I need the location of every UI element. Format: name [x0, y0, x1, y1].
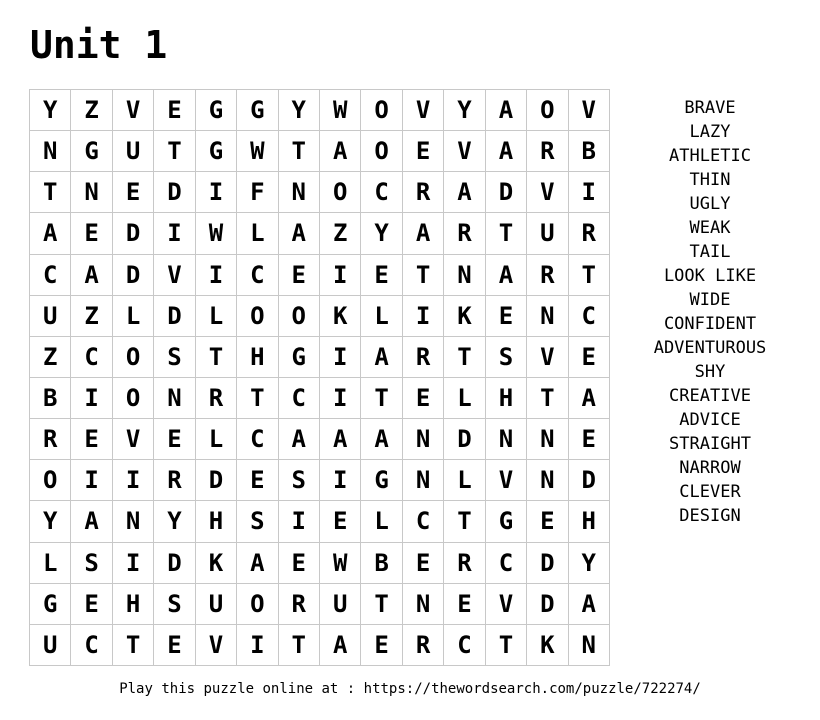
- grid-cell: Y: [361, 213, 402, 254]
- grid-cell: E: [279, 543, 320, 584]
- grid-cell: W: [196, 213, 237, 254]
- grid-cell: W: [320, 90, 361, 131]
- grid-cell: Y: [279, 90, 320, 131]
- grid-cell: R: [527, 131, 568, 172]
- word-list-item: CLEVER: [679, 482, 741, 502]
- grid-cell: N: [279, 172, 320, 213]
- grid-cell: N: [113, 501, 154, 542]
- grid-cell: R: [444, 543, 485, 584]
- word-list-item: STRAIGHT: [669, 434, 751, 454]
- grid-cell: T: [444, 501, 485, 542]
- word-list-item: CREATIVE: [669, 386, 751, 406]
- grid-cell: I: [569, 172, 610, 213]
- grid-cell: T: [486, 213, 527, 254]
- grid-cell: L: [444, 460, 485, 501]
- grid-cell: B: [569, 131, 610, 172]
- grid-cell: A: [361, 337, 402, 378]
- word-list-item: SHY: [694, 362, 726, 382]
- word-list-item: UGLY: [689, 194, 731, 214]
- footer-link-text: Play this puzzle online at : https://thewordsearch.com/puzzle/722274/: [119, 681, 701, 697]
- grid-cell: B: [361, 543, 402, 584]
- grid-cell: V: [113, 419, 154, 460]
- grid-cell: C: [71, 337, 112, 378]
- grid-cell: I: [71, 460, 112, 501]
- word-list-item: ADVICE: [679, 410, 741, 430]
- grid-cell: A: [279, 419, 320, 460]
- grid-cell: E: [403, 378, 444, 419]
- grid-cell: R: [527, 255, 568, 296]
- grid-cell: D: [113, 213, 154, 254]
- grid-cell: A: [486, 90, 527, 131]
- grid-cell: A: [444, 172, 485, 213]
- grid-cell: R: [196, 378, 237, 419]
- grid-cell: I: [279, 501, 320, 542]
- grid-cell: A: [71, 255, 112, 296]
- grid-cell: N: [444, 255, 485, 296]
- grid-cell: E: [154, 90, 195, 131]
- grid-cell: C: [237, 255, 278, 296]
- grid-cell: I: [320, 460, 361, 501]
- puzzle-title: Unit 1: [30, 23, 168, 67]
- grid-cell: E: [71, 419, 112, 460]
- grid-cell: Y: [569, 543, 610, 584]
- grid-cell: A: [71, 501, 112, 542]
- grid-cell: A: [320, 131, 361, 172]
- word-list-item: WEAK: [689, 218, 731, 238]
- grid-cell: I: [113, 460, 154, 501]
- grid-cell: R: [403, 337, 444, 378]
- grid-cell: K: [444, 296, 485, 337]
- grid-cell: L: [113, 296, 154, 337]
- grid-cell: L: [444, 378, 485, 419]
- grid-cell: Z: [71, 296, 112, 337]
- grid-cell: V: [527, 172, 568, 213]
- grid-cell: C: [403, 501, 444, 542]
- grid-cell: U: [30, 625, 71, 666]
- grid-cell: C: [444, 625, 485, 666]
- grid-cell: L: [196, 419, 237, 460]
- grid-cell: T: [279, 131, 320, 172]
- grid-cell: T: [403, 255, 444, 296]
- grid-cell: O: [527, 90, 568, 131]
- grid-cell: E: [486, 296, 527, 337]
- grid-cell: C: [486, 543, 527, 584]
- grid-cell: Y: [30, 90, 71, 131]
- grid-cell: E: [279, 255, 320, 296]
- grid-cell: E: [569, 337, 610, 378]
- grid-cell: V: [486, 460, 527, 501]
- grid-cell: R: [30, 419, 71, 460]
- grid-cell: R: [154, 460, 195, 501]
- grid-cell: O: [113, 337, 154, 378]
- grid-cell: N: [30, 131, 71, 172]
- grid-cell: L: [196, 296, 237, 337]
- grid-cell: V: [154, 255, 195, 296]
- grid-cell: E: [154, 625, 195, 666]
- grid-cell: Y: [30, 501, 71, 542]
- grid-cell: N: [71, 172, 112, 213]
- grid-cell: C: [361, 172, 402, 213]
- grid-cell: N: [569, 625, 610, 666]
- grid-cell: S: [486, 337, 527, 378]
- grid-cell: T: [30, 172, 71, 213]
- grid-cell: D: [196, 460, 237, 501]
- grid-cell: D: [444, 419, 485, 460]
- grid-cell: D: [154, 296, 195, 337]
- grid-cell: A: [569, 378, 610, 419]
- grid-cell: A: [486, 131, 527, 172]
- grid-cell: G: [237, 90, 278, 131]
- grid-cell: U: [113, 131, 154, 172]
- grid-cell: O: [361, 131, 402, 172]
- word-list: [640, 96, 780, 528]
- grid-cell: E: [71, 213, 112, 254]
- grid-cell: T: [113, 625, 154, 666]
- grid-cell: I: [154, 213, 195, 254]
- grid-cell: D: [113, 255, 154, 296]
- grid-cell: E: [237, 460, 278, 501]
- grid-cell: T: [196, 337, 237, 378]
- grid-cell: L: [361, 501, 402, 542]
- grid-cell: B: [30, 378, 71, 419]
- grid-cell: I: [196, 255, 237, 296]
- grid-cell: H: [486, 378, 527, 419]
- grid-cell: S: [71, 543, 112, 584]
- grid-cell: N: [527, 419, 568, 460]
- grid-cell: A: [237, 543, 278, 584]
- grid-cell: W: [320, 543, 361, 584]
- grid-cell: D: [154, 543, 195, 584]
- grid-cell: I: [320, 255, 361, 296]
- grid-cell: G: [196, 90, 237, 131]
- grid-cell: E: [361, 255, 402, 296]
- grid-cell: O: [113, 378, 154, 419]
- grid-cell: R: [403, 172, 444, 213]
- grid-cell: Z: [71, 90, 112, 131]
- grid-cell: O: [30, 460, 71, 501]
- grid-cell: S: [154, 584, 195, 625]
- grid-cell: S: [154, 337, 195, 378]
- grid-cell: G: [486, 501, 527, 542]
- grid-cell: K: [527, 625, 568, 666]
- word-list-item: LOOK LIKE: [663, 266, 757, 286]
- word-list-item: DESIGN: [679, 506, 741, 526]
- grid-cell: V: [486, 584, 527, 625]
- grid-cell: C: [237, 419, 278, 460]
- grid-cell: E: [527, 501, 568, 542]
- grid-cell: O: [237, 296, 278, 337]
- grid-cell: T: [527, 378, 568, 419]
- grid-cell: I: [71, 378, 112, 419]
- word-list-item: WIDE: [689, 290, 731, 310]
- grid-cell: C: [569, 296, 610, 337]
- grid-cell: V: [196, 625, 237, 666]
- grid-cell: O: [320, 172, 361, 213]
- grid-cell: I: [320, 378, 361, 419]
- grid-cell: N: [527, 296, 568, 337]
- grid-cell: R: [444, 213, 485, 254]
- grid-cell: A: [486, 255, 527, 296]
- grid-cell: R: [279, 584, 320, 625]
- grid-cell: O: [361, 90, 402, 131]
- grid-cell: L: [237, 213, 278, 254]
- grid-cell: G: [30, 584, 71, 625]
- word-list-item: ATHLETIC: [669, 146, 751, 166]
- grid-cell: E: [403, 543, 444, 584]
- grid-cell: O: [279, 296, 320, 337]
- grid-cell: T: [237, 378, 278, 419]
- grid-cell: G: [71, 131, 112, 172]
- grid-cell: G: [196, 131, 237, 172]
- grid-cell: V: [403, 90, 444, 131]
- grid-cell: W: [237, 131, 278, 172]
- grid-cell: G: [361, 460, 402, 501]
- grid-cell: G: [279, 337, 320, 378]
- grid-cell: C: [71, 625, 112, 666]
- grid-cell: I: [113, 543, 154, 584]
- grid-cell: H: [237, 337, 278, 378]
- grid-cell: D: [527, 584, 568, 625]
- grid-cell: A: [320, 625, 361, 666]
- grid-cell: E: [113, 172, 154, 213]
- grid-cell: U: [320, 584, 361, 625]
- grid-cell: V: [569, 90, 610, 131]
- grid-cell: D: [527, 543, 568, 584]
- letter-grid: [29, 89, 610, 666]
- grid-cell: A: [403, 213, 444, 254]
- grid-cell: E: [71, 584, 112, 625]
- grid-cell: T: [444, 337, 485, 378]
- grid-cell: R: [569, 213, 610, 254]
- grid-cell: E: [154, 419, 195, 460]
- grid-cell: T: [486, 625, 527, 666]
- grid-cell: E: [320, 501, 361, 542]
- grid-cell: H: [113, 584, 154, 625]
- grid-cell: V: [444, 131, 485, 172]
- grid-cell: V: [113, 90, 154, 131]
- word-list-item: CONFIDENT: [663, 314, 757, 334]
- grid-cell: U: [196, 584, 237, 625]
- word-list-item: BRAVE: [684, 98, 736, 118]
- grid-cell: T: [154, 131, 195, 172]
- grid-cell: D: [154, 172, 195, 213]
- grid-cell: R: [403, 625, 444, 666]
- grid-cell: U: [527, 213, 568, 254]
- grid-cell: I: [196, 172, 237, 213]
- word-list-item: NARROW: [679, 458, 741, 478]
- grid-cell: N: [403, 460, 444, 501]
- grid-cell: N: [486, 419, 527, 460]
- grid-cell: A: [30, 213, 71, 254]
- grid-cell: I: [403, 296, 444, 337]
- grid-cell: T: [569, 255, 610, 296]
- grid-cell: F: [237, 172, 278, 213]
- grid-cell: O: [237, 584, 278, 625]
- grid-cell: S: [279, 460, 320, 501]
- grid-cell: N: [403, 419, 444, 460]
- grid-cell: K: [320, 296, 361, 337]
- grid-cell: C: [30, 255, 71, 296]
- grid-cell: L: [361, 296, 402, 337]
- grid-cell: Y: [154, 501, 195, 542]
- word-list-item: TAIL: [689, 242, 731, 262]
- grid-cell: U: [30, 296, 71, 337]
- grid-cell: V: [527, 337, 568, 378]
- grid-cell: C: [279, 378, 320, 419]
- grid-cell: E: [569, 419, 610, 460]
- grid-cell: N: [403, 584, 444, 625]
- grid-cell: H: [569, 501, 610, 542]
- grid-cell: L: [30, 543, 71, 584]
- grid-cell: H: [196, 501, 237, 542]
- grid-cell: Y: [444, 90, 485, 131]
- grid-cell: N: [527, 460, 568, 501]
- grid-cell: N: [154, 378, 195, 419]
- grid-cell: E: [361, 625, 402, 666]
- grid-cell: A: [361, 419, 402, 460]
- word-list-item: THIN: [689, 170, 731, 190]
- grid-cell: A: [279, 213, 320, 254]
- grid-cell: Z: [30, 337, 71, 378]
- word-list-item: LAZY: [689, 122, 731, 142]
- grid-cell: T: [361, 378, 402, 419]
- grid-cell: A: [569, 584, 610, 625]
- grid-cell: I: [320, 337, 361, 378]
- grid-cell: A: [320, 419, 361, 460]
- grid-cell: E: [403, 131, 444, 172]
- word-list-item: ADVENTUROUS: [653, 338, 767, 358]
- grid-cell: Z: [320, 213, 361, 254]
- grid-cell: T: [361, 584, 402, 625]
- grid-cell: E: [444, 584, 485, 625]
- grid-cell: K: [196, 543, 237, 584]
- grid-cell: D: [569, 460, 610, 501]
- grid-cell: T: [279, 625, 320, 666]
- grid-cell: S: [237, 501, 278, 542]
- grid-cell: D: [486, 172, 527, 213]
- grid-cell: I: [237, 625, 278, 666]
